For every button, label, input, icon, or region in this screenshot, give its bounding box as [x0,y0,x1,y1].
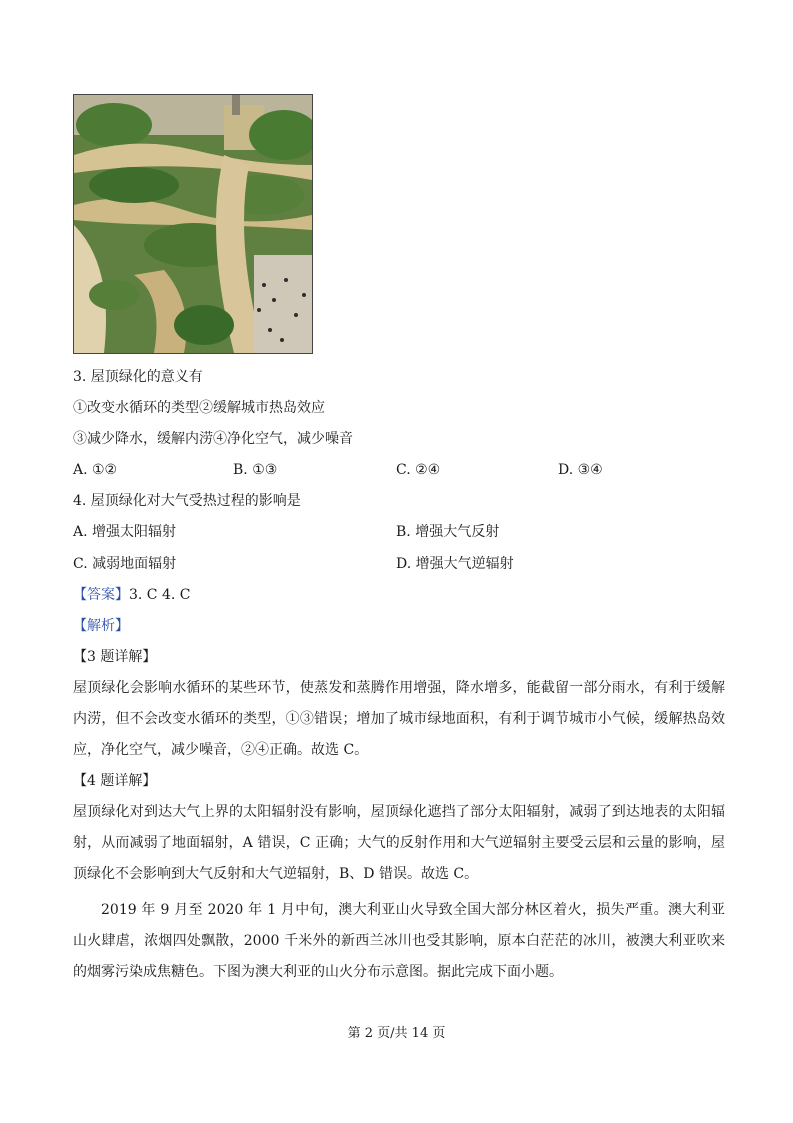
q4-option-b: B. 增强大气反射 [396,524,500,540]
q3-stem: 3. 屋顶绿化的意义有 [73,369,203,385]
detail4-text: 屋顶绿化对到达大气上界的太阳辐射没有影响，屋顶绿化遮挡了部分太阳辐射，减弱了到达地表的太阳辐射，从而减弱了地面辐射，A 错误，C 正确；大气的反射作用和大气逆辐射主要受云层和云量的影响，屋顶绿化不会影响到大气反射和大气逆辐射，B、D 错误。故选 C。 [73,804,725,882]
q3-option-d: D. ③④ [558,462,603,478]
rooftop-garden-photo [73,94,313,354]
q3-option-b: B. ①③ [233,462,278,478]
answer-line [73,585,191,605]
detail3-text: 屋顶绿化会影响水循环的某些环节，使蒸发和蒸腾作用增强，降水增多，能截留一部分雨水，有利于缓解内涝，但不会改变水循环的类型，①③错误；增加了城市绿地面积，有利于调节城市小气候，缓解热岛效应，净化空气，减少噪音，②④正确。故选 C。 [73,680,725,758]
answer-text: 3. C 4. C [129,587,191,603]
detail3-label: 【3 题详解】 [73,649,157,665]
q3-line1: ①改变水循环的类型②缓解城市热岛效应 [73,400,325,416]
detail4-label: 【4 题详解】 [73,773,157,789]
intro-paragraph: 2019 年 9 月至 2020 年 1 月中旬，澳大利亚山火导致全国大部分林区着火，损失严重。澳大利亚山火肆虐，浓烟四处飘散，2000 千米外的新西兰冰川也受其影响，原本白茫茫的冰川，被澳大利亚吹来的烟雾污染成焦糖色。下图为澳大利亚的山火分布示意图。据此完成下面小题。 [73,902,725,980]
analysis-label: 【解析】 [73,618,129,634]
q4-option-a: A. 增强太阳辐射 [73,524,177,540]
answer-label: 【答案】 [73,587,129,603]
q3-line2: ③减少降水，缓解内涝④净化空气，减少噪音 [73,431,353,447]
q4-option-d: D. 增强大气逆辐射 [396,556,514,572]
q4-option-c: C. 减弱地面辐射 [73,556,177,572]
q4-stem: 4. 屋顶绿化对大气受热过程的影响是 [73,493,301,509]
q3-option-a: A. ①② [73,462,118,478]
page-footer: 第 2 页/共 14 页 [347,1026,446,1041]
q3-option-c: C. ②④ [396,462,441,478]
